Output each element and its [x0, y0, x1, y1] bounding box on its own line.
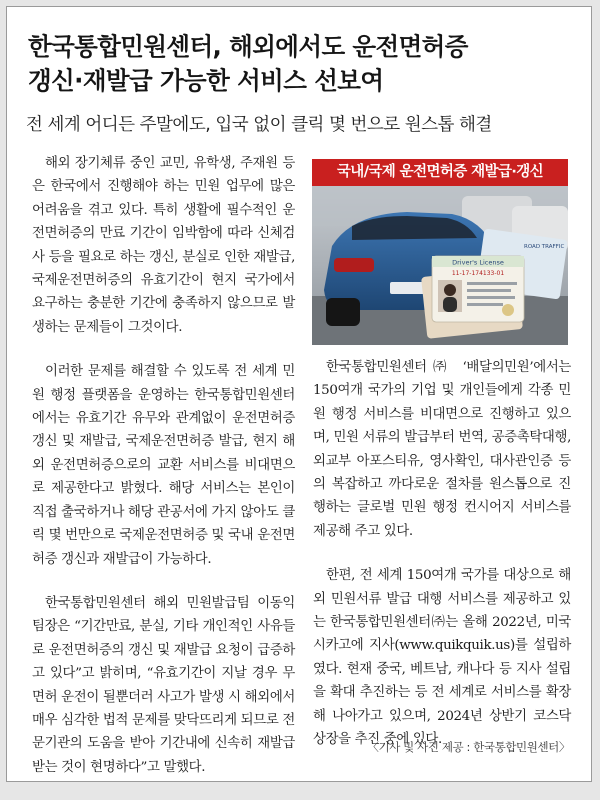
right-column [313, 356, 571, 773]
article-subheadline: 전 세계 어디든 주말에도, 입국 없이 클릭 몇 번으로 원스톱 해결 [26, 115, 492, 135]
card-back-title: ROAD TRAFFIC [524, 244, 565, 250]
card-number: 11-17-174133-01 [451, 270, 505, 277]
paragraph: 한국통합민원센터㈜ ‘배달의민원’에서는 150여개 국가의 기업 및 개인들에게 각종 민원 행정 서비스를 비대면으로 진행하고 있으며, 민원 서류의 발급부터 번역, 공증촉탁대행, 외교부 아포스티유, 영사확인, 대사관인증 등의 복잡하고 까다로운 절차를 원스톱으로 진행하는 글로벌 민원 행정 컨시어지 서비스를 제공해 주고 있다. [313, 360, 571, 539]
headline-line-2: 갱신·재발급 가능한 서비스 선보여 [28, 66, 384, 95]
paragraph: 한편, 전 세계 150여개 국가를 대상으로 해외 민원서류 발급 대행 서비스를 제공하고 있는 한국통합민원센터㈜는 올해 2022년, 미국 시카고에 지사(www.quikquik.us)를 설립하였다. 현재 중국, 베트남, 캐나다 등 지사 설립을 확대 추진하는 등 전 세계로 서비스를 확장해 나아가고 있으며, 2024년 상반기 코스닥 상장을 추진 중에 있다. [313, 568, 571, 748]
headline-line-1: 한국통합민원센터, 해외에서도 운전면허증 [28, 32, 468, 61]
photo-credit: 〈기사 및 사진 제공 : 한국통합민원센터〉 [367, 740, 570, 754]
paragraph: 한국통합민원센터 해외 민원발급팀 이동익 팀장은 “기간만료, 분실, 기타 개인적인 사유들로 운전면허증의 갱신 및 재발급 요청이 급증하고 있다”고 밝히며, “유효기간이 지날 경우 무면허 운전이 될뿐더러 사고가 발생 시 해외에서 매우 심각한 법적 문제를 맞닥뜨리게 되므로 전문기관의 도움을 받아 기간내에 신속히 재발급 받는 것이 현명하다”고 말했다. [32, 595, 295, 775]
left-column [32, 152, 295, 800]
photo-banner: 국내/국제 운전면허증 재발급·갱신 [312, 159, 568, 186]
paragraph: 해외 장기체류 중인 교민, 유학생, 주재원 등은 한국에서 진행해야 하는 민원 업무에 많은 어려움을 겪고 있다. 특히 생활에 필수적인 운전면허증의 만료 기간이 임박함에 따라 신체검사 등을 필요로 하는 갱신, 분실로 인한 재발급, 국제운전면허증의 유효기간이 현지 국가에서 요구하는 충분한 기간에 충족하지 않으므로 발생하는 문제들이 그것이다. [32, 156, 295, 335]
card-title: Driver's License [452, 258, 504, 267]
car-and-license-illustration [312, 186, 568, 345]
article-photo [312, 159, 568, 345]
paragraph: 이러한 문제를 해결할 수 있도록 전 세계 민원 행정 플랫폼을 운영하는 한국통합민원센터에서는 유효기간 유무와 관계없이 운전면허증 갱신 및 재발급, 국제운전면허증 발급, 현지 해외 운전면허증으로의 교환 서비스를 비대면으로 제공한다고 밝혔다. 해당 서비스는 본인이 직접 출국하거나 해당 관공서에 가지 않아도 클릭 몇 번만으로 국제운전면허증 및 국내 운전면허증 갱신과 재발급이 가능하다. [32, 364, 295, 567]
article-headline [28, 30, 573, 98]
